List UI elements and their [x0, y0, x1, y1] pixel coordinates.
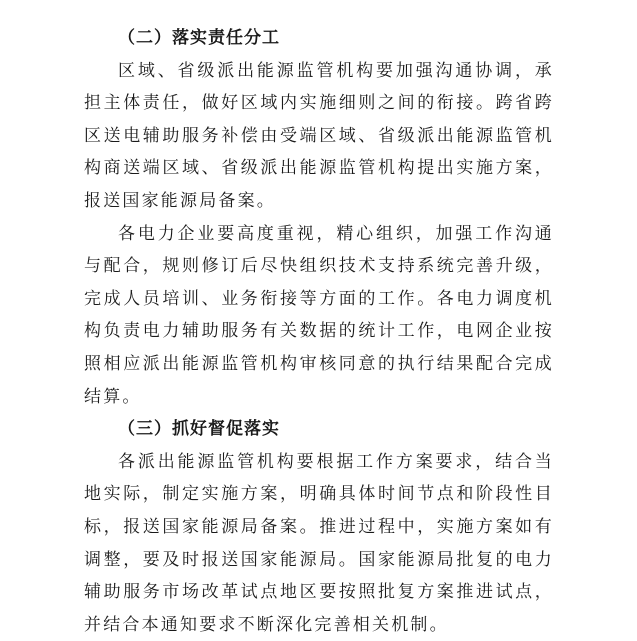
section-heading-supervision: （三）抓好督促落实	[118, 419, 280, 440]
section-heading-responsibility: （二）落实责任分工	[118, 28, 280, 48]
paragraph-power-enterprises: 各电力企业要高度重视，精心组织，加强工作沟通与配合，规则修订后尽快组织技术支持系统完善升级，完成人员培训、业务衔接等方面的工作。各电力调度机构负责电力辅助服务有关数据的统计工作，电网企业按照相应派出能源监管机构审核同意的执行结果配合完成结算。	[84, 223, 554, 407]
paragraph-implementation-plan: 各派出能源监管机构要根据工作方案要求，结合当地实际，制定实施方案，明确具体时间节点和阶段性目标，报送国家能源局备案。推进过程中，实施方案如有调整，要及时报送国家能源局。国家能源局批复的电力辅助服务市场改革试点地区要按照批复方案推进试点，并结合本通知要求不断深化完善相关机制。	[84, 451, 554, 635]
paragraph-regional-coordination: 区域、省级派出能源监管机构要加强沟通协调，承担主体责任，做好区域内实施细则之间的衔接。跨省跨区送电辅助服务补偿由受端区域、省级派出能源监管机构商送端区域、省级派出能源监管机构提出实施方案，报送国家能源局备案。	[84, 60, 554, 211]
document-body	[84, 22, 554, 641]
